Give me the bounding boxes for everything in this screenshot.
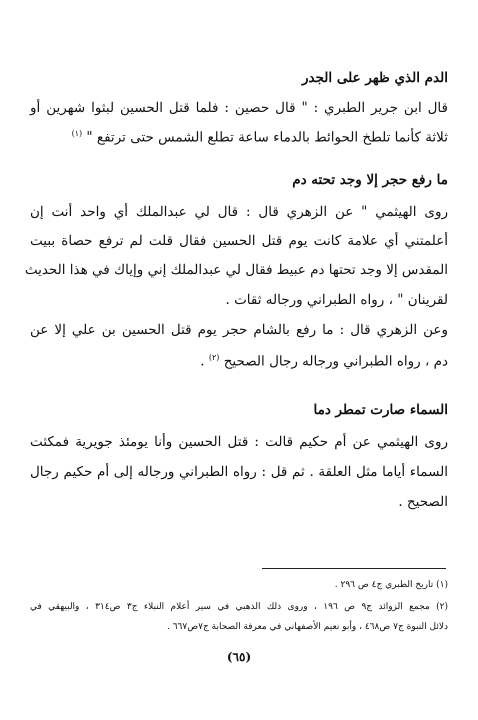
paragraph-line-text: ثلاثة كأنما تلطخ الحوائط بالدماء ساعة تطلع الشمس حتى ترتفع " (86, 129, 448, 146)
footnote-divider (262, 568, 446, 569)
footnote: دلائل النبوة ج٧ ص٤٦٨ ، وأبو نعيم الأصفهاني في معرفة الصحابة ج٧ص٦٦٧ . (166, 622, 448, 632)
footnote: (٢) مجمع الزوائد ج٩ ص ١٩٦ ، وروى ذلك الذهبي في سير أعلام النبلاء ج٣ ص٣١٤ ، والبيهقي في (30, 602, 449, 612)
paragraph-line-text: دم ، رواه الطبراني ورجاله رجال الصحيح (223, 353, 448, 370)
paragraph-line: المقدس إلا وجد تحتها دم عبيط فقال لي عبدالملك إني وإياك في هذا الحديث (24, 262, 448, 278)
footnote-marker: (٢) (208, 353, 220, 362)
paragraph-line: روى الهيثمي " عن الزهري قال : قال لي عبدالملك أي واحد أنت إن (30, 204, 448, 220)
paragraph-line: السماء أياما مثل العلقة . ثم قل : رواه الطبراني ورجاله إلى أم حكيم رجال (30, 464, 448, 480)
paragraph-line: دم ، رواه الطبراني ورجاله رجال الصحيح $^{(٢)}$ . (200, 353, 448, 370)
paragraph-line: الصحيح . (398, 494, 448, 510)
paragraph-line: قال ابن جرير الطبري : " قال حصين : فلما قتل الحسين لبثوا شهرين أو (30, 100, 448, 116)
paragraph-line (30, 124, 448, 148)
paragraph-line: لقرينان " ، رواه الطبراني ورجاله ثقات . (225, 292, 448, 308)
section-heading-sky-rained-blood: السماء صارت تمطر دما (313, 402, 448, 418)
section-heading-stone-lifted: ما رفع حجر إلا وجد تحته دم (292, 172, 448, 188)
page-number: (٦٥) (226, 650, 252, 664)
paragraph-line: روى الهيثمي عن أم حكيم قالت : قتل الحسين وأنا يومئذ جويرية فمكثت (30, 434, 448, 450)
section-heading-blood-on-walls: الدم الذي ظهر على الجدر (301, 70, 448, 86)
paragraph-line: وعن الزهري قال : ما رفع بالشام حجر يوم قتل الحسين بن علي إلا عن (30, 322, 448, 338)
footnote-marker: (١) (71, 129, 83, 138)
paragraph-line: أعلمتني أي علامة كانت يوم قتل الحسين فقال قلت لم ترفع حصاة ببيت (30, 233, 448, 249)
footnote: (١) تاريخ الطبري ج٤ ص ٢٩٦ . (334, 580, 448, 590)
